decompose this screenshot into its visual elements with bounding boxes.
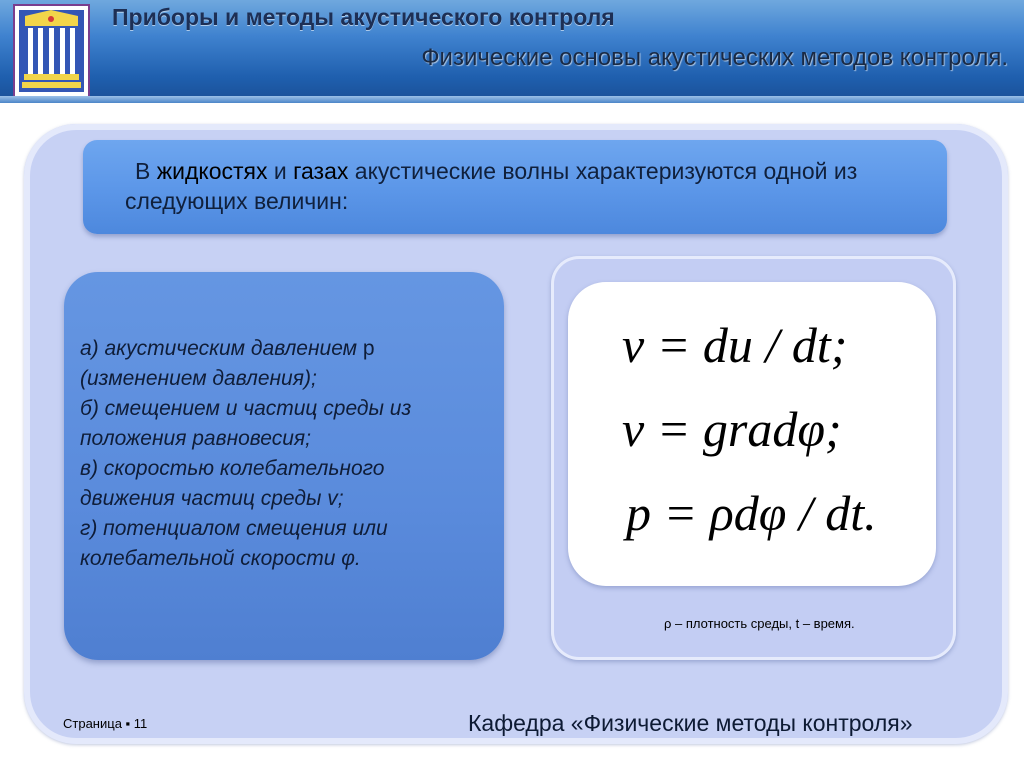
list-item: а) акустическим давлением p: [80, 337, 375, 360]
list-item: в) скоростью колебательного: [80, 457, 385, 480]
intro-rest: акустические волны характеризуются одной из следующих величин:: [125, 158, 858, 214]
formula-pressure: p = ρdφ / dt.: [626, 485, 877, 541]
formula-velocity: v = du / dt;: [622, 317, 848, 373]
slide-header: [0, 0, 1024, 103]
list-item: г) потенциалом смещения или: [80, 517, 388, 540]
columns-emblem-icon: [19, 10, 84, 92]
density-note: ρ – плотность среды, t – время.: [664, 616, 855, 631]
list-item: б) смещением u частиц среды из: [80, 397, 412, 420]
list-item: колебательной скорости φ.: [80, 547, 361, 570]
symbol-p: p: [362, 337, 375, 360]
symbol-u: u: [225, 397, 238, 420]
list-item: (изменением давления);: [80, 367, 317, 390]
slide-subtitle: Физические основы акустических методов контроля.: [421, 44, 1008, 71]
quantities-list: [80, 334, 510, 574]
intro-conjunction: и: [267, 158, 294, 184]
list-item: движения частиц среды v;: [80, 487, 344, 510]
list-item: положения равновесия;: [80, 427, 311, 450]
university-logo: [13, 4, 90, 98]
intro-word-liquids: жидкостях: [156, 158, 268, 184]
slide-title: Приборы и методы акустического контроля: [112, 4, 615, 30]
intro-prefix: В: [135, 158, 157, 184]
page-number: Страница ▪ 11: [63, 716, 148, 731]
formula-gradient: v = gradφ;: [622, 401, 842, 457]
intro-word-gases: газах: [293, 158, 349, 184]
department-name: Кафедра «Физические методы контроля»: [468, 710, 913, 736]
symbol-phi: φ: [341, 547, 355, 570]
logo-emblem: [19, 10, 84, 92]
intro-text: [125, 156, 925, 216]
symbol-v: v: [327, 487, 338, 510]
